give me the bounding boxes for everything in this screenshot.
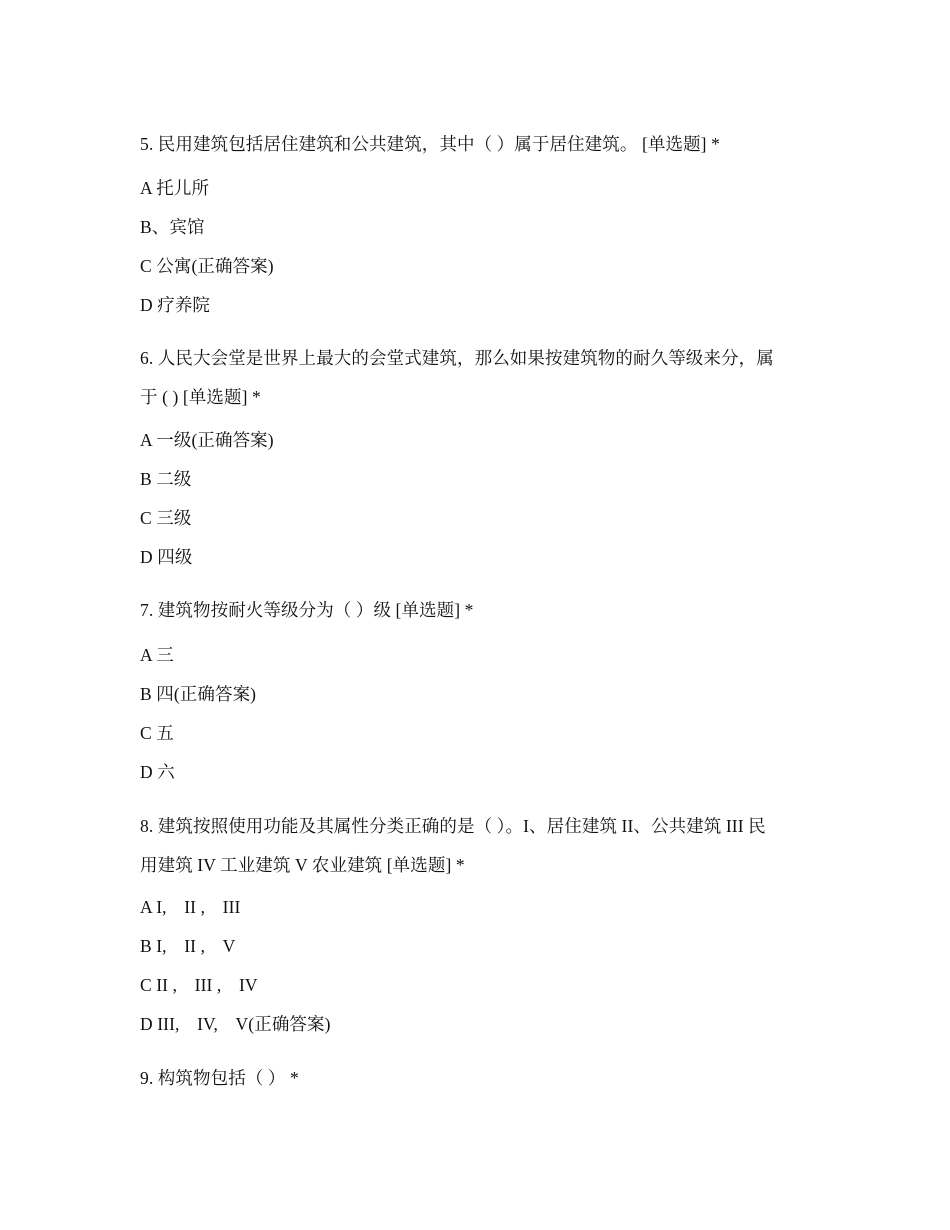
question-7-option-a: A 三: [140, 645, 174, 665]
question-6-option-a: A 一级(正确答案): [140, 430, 274, 450]
question-7-text: 7. 建筑物按耐火等级分为（ ）级 [单选题] *: [140, 600, 474, 620]
question-6-text-line-1: 6. 人民大会堂是世界上最大的会堂式建筑，那么如果按建筑物的耐久等级来分，属: [140, 348, 774, 368]
question-5-option-b: B、宾馆: [140, 217, 205, 237]
question-5-option-c: C 公寓(正确答案): [140, 256, 274, 276]
question-5-text: 5. 民用建筑包括居住建筑和公共建筑，其中（ ）属于居住建筑。 [单选题] *: [140, 134, 720, 154]
question-8-text-line-2: 用建筑 IV 工业建筑 V 农业建筑 [单选题] *: [140, 855, 465, 875]
question-5-option-d: D 疗养院: [140, 295, 211, 315]
question-6-option-b: B 二级: [140, 469, 192, 489]
question-7-option-c: C 五: [140, 723, 174, 743]
question-8-option-d: D III, IV, V(正确答案): [140, 1014, 331, 1034]
question-5-option-a: A 托儿所: [140, 178, 210, 198]
question-6-option-c: C 三级: [140, 508, 192, 528]
question-6-text-line-2: 于 ( ) [单选题] *: [140, 387, 261, 407]
question-7-option-d: D 六: [140, 762, 175, 782]
question-8-option-b: B I, II , V: [140, 936, 236, 956]
question-9-text: 9. 构筑物包括（ ） *: [140, 1068, 299, 1088]
question-8-option-a: A I, II , III: [140, 897, 241, 917]
question-8-option-c: C II , III , IV: [140, 975, 258, 995]
question-7-option-b: B 四(正确答案): [140, 684, 257, 704]
question-6-option-d: D 四级: [140, 547, 193, 567]
question-8-text-line-1: 8. 建筑按照使用功能及其属性分类正确的是（ ）。I、居住建筑 II、公共建筑 III 民: [140, 816, 766, 836]
